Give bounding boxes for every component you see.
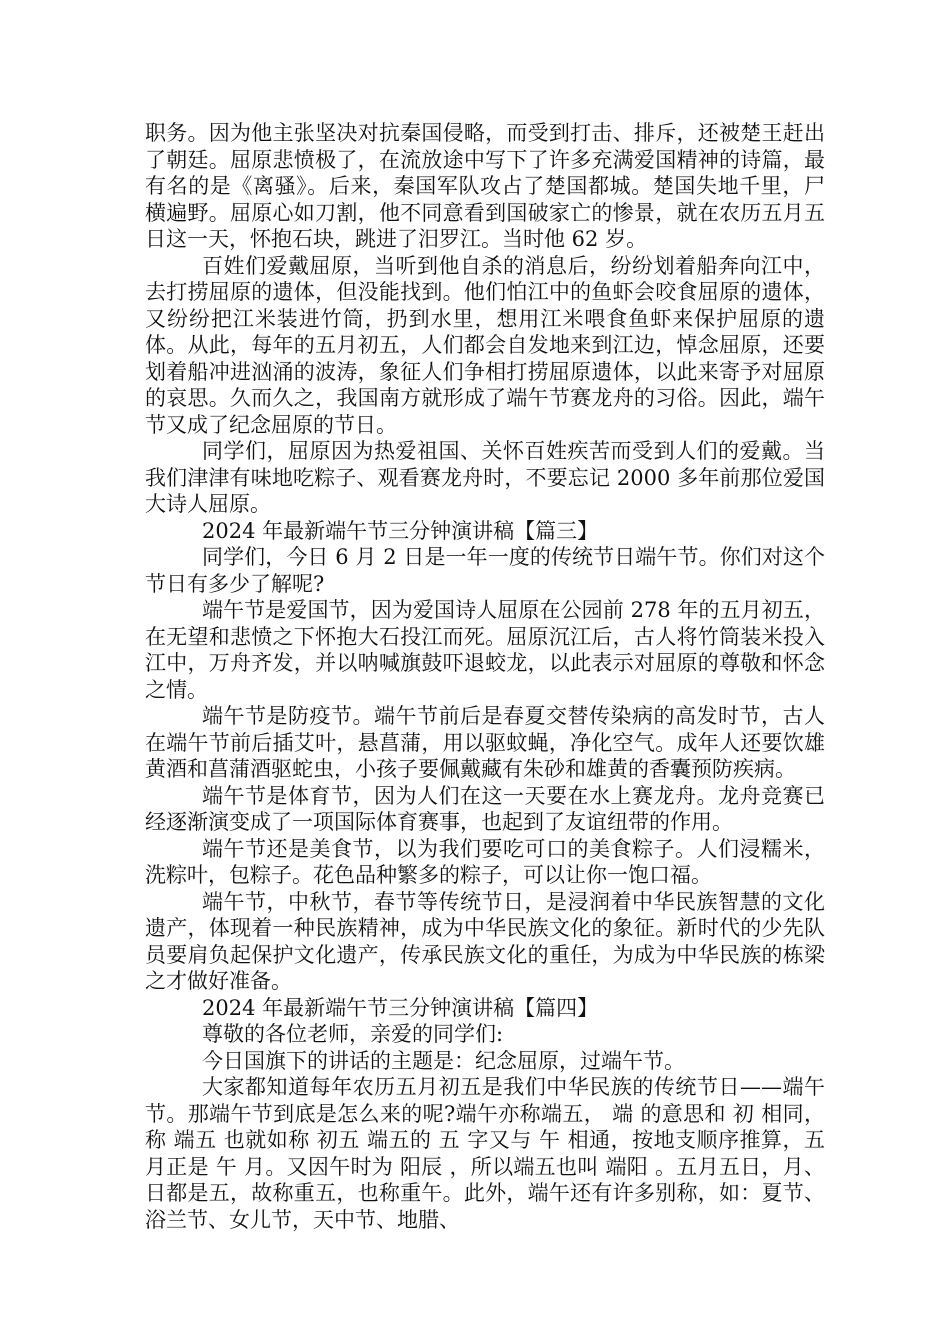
section-heading: 2024 年最新端午节三分钟演讲稿【篇三】 — [202, 518, 599, 543]
paragraph: 端午节是防疫节。端午节前后是春夏交替传染病的高发时节，古人在端午节前后插艾叶，悬菖蒲，用以驱蚊蝇，净化空气。成年人还要饮雄黄酒和菖蒲酒驱蛇虫，小孩子要佩戴藏有朱砂和雄黄的香囊预防疾病。 — [145, 704, 825, 781]
paragraph: 同学们，今日 6 月 2 日是一年一度的传统节日端午节。你们对这个节日有多少了解呢? — [145, 545, 825, 596]
paragraph: 职务。因为他主张坚决对抗秦国侵略，而受到打击、排斥，还被楚王赶出了朝廷。屈原悲愤极了，在流放途中写下了许多充满爱国精神的诗篇，最有名的是《离骚》。后来，秦国军队攻占了楚国都城。楚国失地千里，尸横遍野。屈原心如刀割，他不同意看到国破家亡的惨景，就在农历五月五日这一天，怀抱石块，跳进了汨罗江。当时他 62 岁。 — [145, 121, 825, 251]
paragraph: 尊敬的各位老师，亲爱的同学们: — [202, 1022, 504, 1046]
paragraph: 端午节，中秋节，春节等传统节日，是浸润着中华民族智慧的文化遗产，体现着一种民族精神，成为中华民族文化的象征。新时代的少先队员要肩负起保护文化遗产，传承民族文化的重任，为成为中华民族的栋梁之才做好准备。 — [145, 889, 825, 993]
paragraph: 端午节是体育节，因为人们在这一天要在水上赛龙舟。龙舟竞赛已经逐渐演变成了一项国际体育赛事，也起到了友谊纽带的作用。 — [145, 783, 825, 834]
paragraph: 同学们，屈原因为热爱祖国、关怀百姓疾苦而受到人们的爱戴。当我们津津有味地吃粽子、观看赛龙舟时，不要忘记 2000 多年前那位爱国大诗人屈原。 — [145, 439, 825, 516]
section-heading: 2024 年最新端午节三分钟演讲稿【篇四】 — [202, 995, 599, 1020]
paragraph: 百姓们爱戴屈原，当听到他自杀的消息后，纷纷划着船奔向江中，去打捞屈原的遗体，但没能找到。他们怕江中的鱼虾会咬食屈原的遗体，又纷纷把江米装进竹筒，扔到水里，想用江米喂食鱼虾来保护屈原的遗体。从此，每年的五月初五，人们都会自发地来到江边，悼念屈原，还要划着船冲进汹涌的波涛，象征人们争相打捞屈原遗体，以此来寄予对屈原的哀思。久而久之，我国南方就形成了端午节赛龙舟的习俗。因此，端午节又成了纪念屈原的节日。 — [145, 253, 825, 437]
paragraph: 大家都知道每年农历五月初五是我们中华民族的传统节日——端午节。那端午节到底是怎么来的呢?端午亦称端五， 端 的意思和 初 相同，称 端五 也就如称 初五 端五的 五 字又与 午 相通，按地支顺序推算，五月正是 午 月。又因午时为 阳辰 ，所以端五也叫 端阳 。五月五日，月、日都是五，故称重五，也称重午。此外，端午还有许多别称，如：夏节、浴兰节、女儿节，天中节、地腊、 — [145, 1075, 825, 1232]
document-page — [145, 120, 825, 1233]
paragraph: 端午节是爱国节，因为爱国诗人屈原在公园前 278 年的五月初五，在无望和悲愤之下怀抱大石投江而死。屈原沉江后，古人将竹筒装米投入江中，万舟齐发，并以呐喊旗鼓吓退蛟龙，以此表示对屈原的尊敬和怀念之情。 — [145, 598, 825, 702]
paragraph: 端午节还是美食节，以为我们要吃可口的美食粽子。人们浸糯米，洗粽叶，包粽子。花色品种繁多的粽子，可以让你一饱口福。 — [145, 836, 825, 887]
paragraph: 今日国旗下的讲话的主题是：纪念屈原，过端午节。 — [202, 1048, 685, 1073]
